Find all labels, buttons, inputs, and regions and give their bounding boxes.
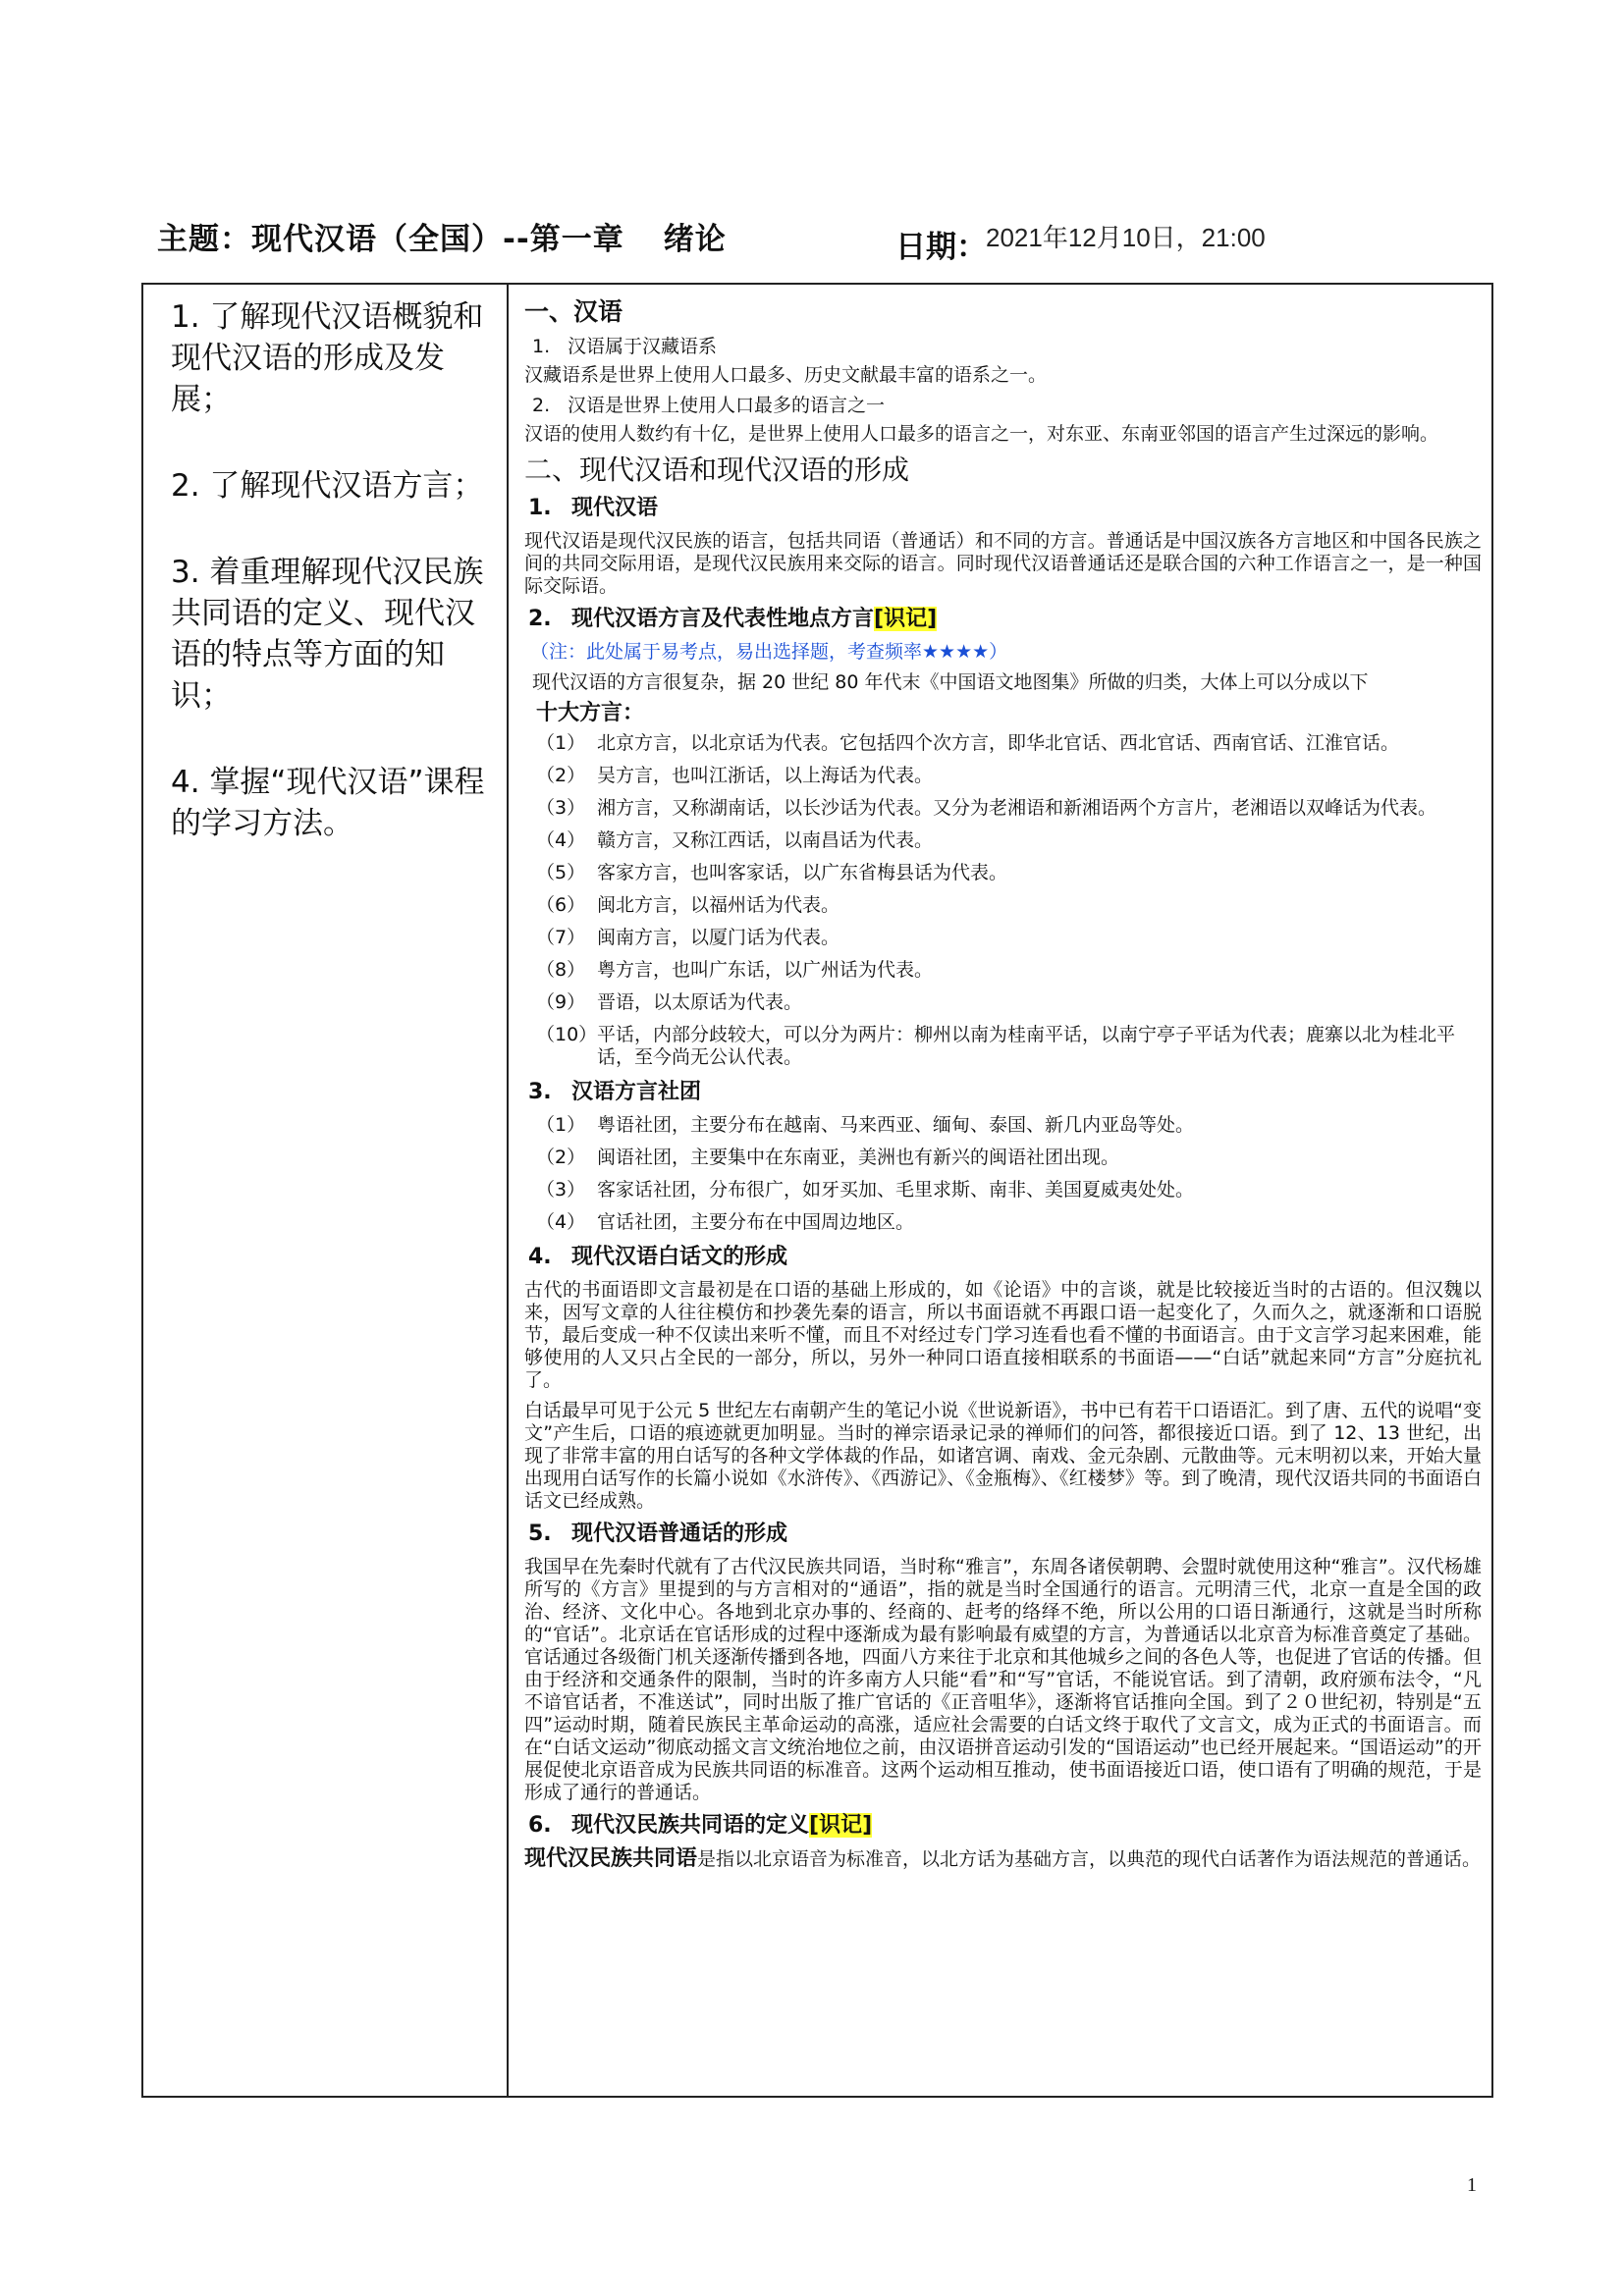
list-item [536, 959, 1482, 982]
list-item [536, 1179, 1482, 1201]
part1-item1-title [532, 336, 1482, 358]
item-title: 汉语是世界上使用人口最多的语言之一 [568, 395, 886, 416]
list-text: 吴方言，也叫江浙话，以上海话为代表。 [597, 765, 934, 786]
list-item [536, 732, 1482, 755]
list-number: （10） [536, 1024, 598, 1045]
content-column [524, 293, 1482, 1879]
dialect-list [524, 732, 1482, 1069]
section-number: 2. [528, 607, 552, 631]
list-text: 粤语社团，主要分布在越南、马来西亚、缅甸、泰国、新几内亚岛等处。 [597, 1114, 1195, 1136]
list-number: （2） [536, 765, 586, 786]
list-number: （4） [536, 1211, 586, 1233]
notes-table [141, 283, 1493, 2098]
list-item [536, 991, 1482, 1014]
part1-item2-title [532, 395, 1482, 417]
list-text: 闽语社团，主要集中在东南亚，美洲也有新兴的闽语社团出现。 [597, 1147, 1120, 1168]
section2-heading [528, 606, 1482, 633]
list-number: （3） [536, 797, 586, 819]
section4-paragraph-1: 古代的书面语即文言最初是在口语的基础上形成的，如《论语》中的言谈，就是比较接近当时的古语的。但汉魏以来，因写文章的人往往模仿和抄袭先秦的语言，所以书面语就不再跟口语一起变化了，久而久之，就逐渐和口语脱节，最后变成一种不仅读出来听不懂，而且不对经过专门学习连看也看不懂的书面语言。由于文言学习起来困难，能够使用的人又只占全民的一部分，所以，另外一种同口语直接相联系的书面语——“白话”就起来同“方言”分庭抗礼了。 [524, 1279, 1482, 1391]
part2-heading: 二、现代汉语和现代汉语的形成 [524, 454, 910, 486]
list-number: （8） [536, 959, 586, 981]
memorize-tag: [识记] [809, 1813, 873, 1838]
objective-3: 3. 着重理解现代汉民族共同语的定义、现代汉语的特点等方面的知识； [171, 555, 484, 714]
part1-item2-text: 汉语的使用人数约有十亿，是世界上使用人口最多的语言之一，对东亚、东南亚邻国的语言产生过深远的影响。 [524, 423, 1439, 445]
definition-body: 是指以北京语音为标准音，以北方话为基础方言，以典范的现代白话著作为语法规范的普通话。 [697, 1848, 1482, 1870]
list-item [536, 829, 1482, 852]
list-text: 赣方言，又称江西话，以南昌话为代表。 [597, 829, 934, 851]
definition-term: 现代汉民族共同语 [524, 1846, 698, 1871]
ten-dialects-subhead: 十大方言： [536, 701, 645, 725]
section-title: 汉语方言社团 [571, 1080, 702, 1104]
list-text: 官话社团，主要分布在中国周边地区。 [597, 1211, 915, 1233]
column-divider [507, 285, 509, 2096]
list-number: （1） [536, 732, 586, 754]
item-title: 汉语属于汉藏语系 [568, 336, 718, 357]
section-title: 现代汉语 [571, 496, 659, 520]
list-item [536, 1211, 1482, 1234]
section-title: 现代汉语普通话的形成 [571, 1522, 788, 1546]
section3-heading [528, 1079, 1482, 1106]
exam-note: （注：此处属于易考点，易出选择题，考查频率★★★★） [530, 641, 1008, 663]
list-item [536, 1147, 1482, 1169]
objective-4: 4. 掌握“现代汉语”课程的学习方法。 [171, 765, 485, 841]
item-number: 1. [532, 336, 551, 357]
list-number: （2） [536, 1147, 586, 1168]
date-value: 2021年12月10日，21:00 [986, 223, 1266, 252]
list-text: 粤方言，也叫广东话，以广州话为代表。 [597, 959, 934, 981]
section1-heading [528, 495, 1482, 522]
list-text: 客家话社团，分布很广，如牙买加、毛里求斯、南非、美国夏威夷处处。 [597, 1179, 1195, 1201]
list-text: 晋语，以太原话为代表。 [597, 991, 803, 1013]
memorize-tag: [识记] [874, 607, 938, 631]
section1-text: 现代汉语是现代汉民族的语言，包括共同语（普通话）和不同的方言。普通话是中国汉族各方言地区和中国各民族之间的共同交际用语，是现代汉民族用来交际的语言。同时现代汉语普通话还是联合国的六种工作语言之一，是一种国际交际语。 [524, 530, 1482, 597]
list-text: 客家方言，也叫客家话，以广东省梅县话为代表。 [597, 862, 1008, 883]
list-item [536, 797, 1482, 820]
list-number: （5） [536, 862, 586, 883]
list-item [536, 765, 1482, 787]
objective-1: 1. 了解现代汉语概貌和现代汉语的形成及发展； [171, 299, 484, 417]
list-item [536, 1114, 1482, 1137]
date-label: 日期： [895, 230, 987, 265]
section6-heading [528, 1812, 1482, 1840]
objective-2: 2. 了解现代汉语方言； [171, 468, 484, 504]
section2-text: 现代汉语的方言很复杂，据 20 世纪 80 年代末《中国语文地图集》所做的归类，大体上可以分成以下 [532, 671, 1369, 693]
section4-paragraph-2: 白话最早可见于公元 5 世纪左右南朝产生的笔记小说《世说新语》，书中已有若干口语语汇。到了唐、五代的说唱“变文”产生后，口语的痕迹就更加明显。当时的禅宗语录记录的禅师们的问答，都很接近口语。到了 12、13 世纪，出现了非常丰富的用白话写的各种文学体裁的作品，如诸宫调、南戏、金元杂剧、元散曲等。元末明初以来，开始大量出现用白话写作的长篇小说如《水浒传》、《西游记》、《金瓶梅》、《红楼梦》等。到了晚清，现代汉语共同的书面语白话文已经成熟。 [524, 1400, 1482, 1512]
list-item [536, 894, 1482, 917]
section5-heading [528, 1521, 1482, 1548]
section-number: 3. [528, 1080, 552, 1104]
list-number: （3） [536, 1179, 586, 1201]
list-number: （4） [536, 829, 586, 851]
list-text: 闽南方言，以厦门话为代表。 [597, 927, 840, 948]
list-item [536, 927, 1482, 949]
list-text: 平话，内部分歧较大，可以分为两片：柳州以南为桂南平话，以南宁亭子平话为代表；鹿寨以北为桂北平话，至今尚无公认代表。 [597, 1024, 1456, 1068]
title-chapter: 绪论 [663, 222, 727, 257]
title-main: 主题：现代汉语（全国）--第一章 [157, 222, 624, 257]
list-number: （7） [536, 927, 586, 948]
definition-text [524, 1847, 1482, 1871]
list-number: （6） [536, 894, 586, 916]
section-title: 现代汉语方言及代表性地点方言 [571, 607, 875, 631]
list-item [536, 862, 1482, 884]
section-number: 4. [528, 1245, 552, 1269]
section-number: 6. [528, 1813, 552, 1838]
item-number: 2. [532, 395, 551, 416]
section-title: 现代汉民族共同语的定义 [571, 1813, 810, 1838]
objectives-column [171, 296, 495, 889]
page-number: 1 [1467, 2174, 1477, 2196]
section4-heading [528, 1244, 1482, 1271]
list-text: 闽北方言，以福州话为代表。 [597, 894, 840, 916]
list-number: （1） [536, 1114, 586, 1136]
page-title [157, 214, 727, 258]
section-number: 5. [528, 1522, 552, 1546]
list-text: 湘方言，又称湖南话，以长沙话为代表。又分为老湘语和新湘语两个方言片，老湘语以双峰话为代表。 [597, 797, 1437, 819]
part1-item1-text: 汉藏语系是世界上使用人口最多、历史文献最丰富的语系之一。 [524, 364, 1048, 386]
list-text: 北京方言，以北京话为代表。它包括四个次方言，即华北官话、西北官话、西南官话、江淮官话。 [597, 732, 1400, 754]
section-number: 1. [528, 496, 552, 520]
community-list [524, 1114, 1482, 1234]
section5-text: 我国早在先秦时代就有了古代汉民族共同语，当时称“雅言”，东周各诸侯朝聘、会盟时就使用这种“雅言”。汉代杨雄所写的《方言》里提到的与方言相对的“通语”，指的就是当时全国通行的语言。元明清三代，北京一直是全国的政治、经济、文化中心。各地到北京办事的、经商的、赶考的络绎不绝，所以公用的口语日渐通行，这就是当时所称的“官话”。北京话在官话形成的过程中逐渐成为最有影响最有威望的方言，为普通话以北京音为标准音奠定了基础。官话通过各级衙门机关逐渐传播到各地，四面八方来往于北京和其他城乡之间的各色人等，也促进了官话的传播。但由于经济和交通条件的限制，当时的许多南方人只能“看”和“写”官话，不能说官话。到了清朝，政府颁布法令，“凡不谙官话者，不准送试”，同时出版了推广官话的《正音咀华》，逐渐将官话推向全国。到了２０世纪初，特别是“五四”运动时期，随着民族民主革命运动的高涨，适应社会需要的白话文终于取代了文言文，成为正式的书面语言。而在“白话文运动”彻底动摇文言文统治地位之前，由汉语拼音运动引发的“国语运动”也已经开展起来。“国语运动”的开展促使北京语音成为民族共同语的标准音。这两个运动相互推动，使书面语接近口语，使口语有了明确的规范，于是形成了通行的普通话。 [524, 1556, 1482, 1803]
list-number: （9） [536, 991, 586, 1013]
list-item [536, 1024, 1482, 1069]
section-title: 现代汉语白话文的形成 [571, 1245, 788, 1269]
part1-heading: 一、汉语 [524, 297, 623, 326]
